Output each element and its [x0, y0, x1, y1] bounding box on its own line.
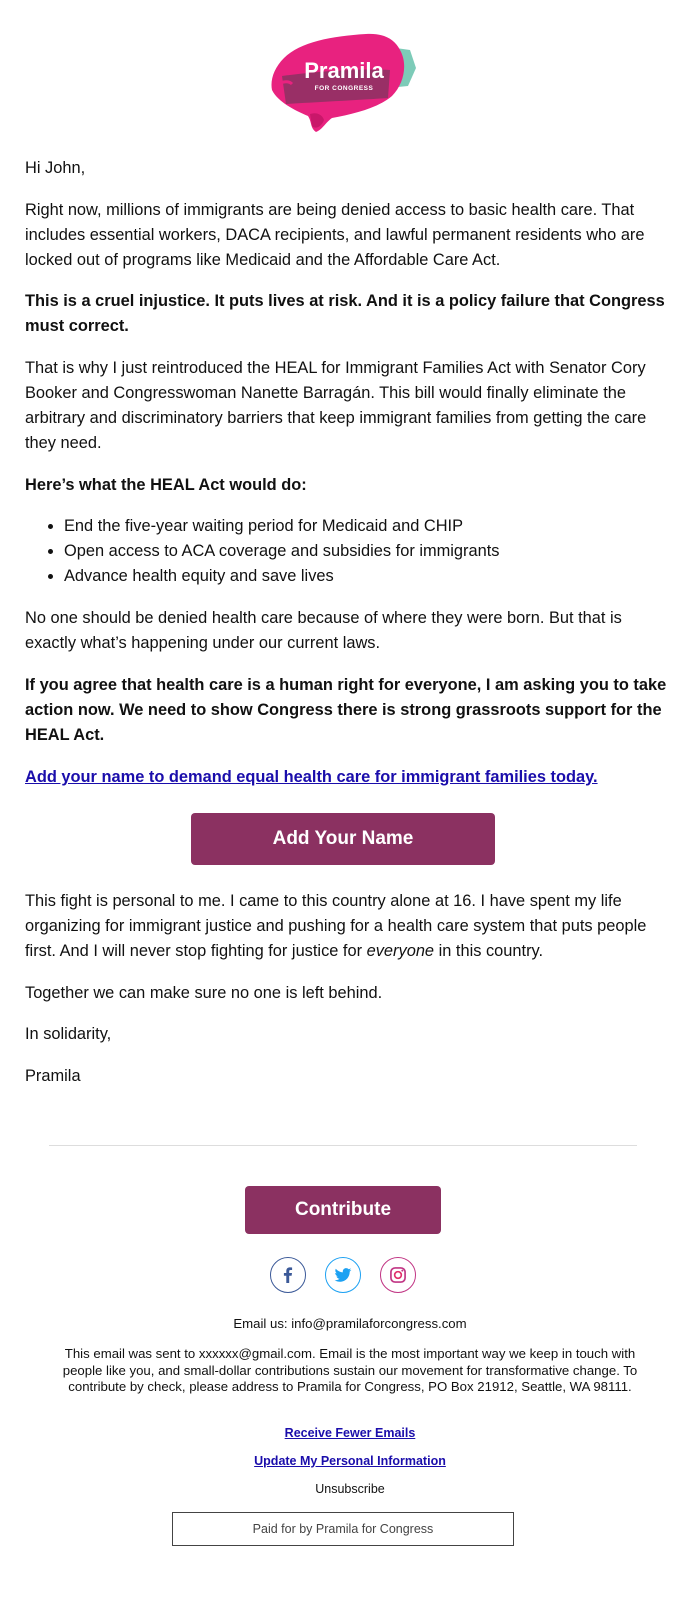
paragraph-ask: If you agree that health care is a human right for everyone, I am asking you to take action now. We need to show Congress there is strong grassroots support for the HEAL Act.: [25, 676, 667, 744]
list-item: • Advance health equity and save lives: [64, 564, 700, 589]
emphasis-everyone: everyone: [366, 942, 435, 960]
list-item: • End the five-year waiting period for Medicaid and CHIP: [64, 514, 700, 539]
facebook-glyph: [278, 1265, 298, 1285]
footer-divider: [49, 1145, 637, 1146]
receive-fewer-emails-link[interactable]: Receive Fewer Emails: [284, 1426, 416, 1440]
fewer-emails-row: [0, 1426, 700, 1440]
paragraph-together: Together we can make sure no one is left behind.: [25, 984, 383, 1002]
paragraph-injustice: This is a cruel injustice. It puts lives at risk. And it is a policy failure that Congress must correct.: [25, 292, 665, 335]
paragraph-heal-intro: That is why I just reintroduced the HEAL for Immigrant Families Act with Senator Cory Booker and Congresswoman Nanette Barragán. This bill would finally eliminate the arbitrary and discriminatory barriers that keep immigrant families from getting the care they need.: [25, 359, 647, 452]
facebook-icon[interactable]: [270, 1257, 306, 1293]
list-item: • Open access to ACA coverage and subsidies for immigrants: [64, 539, 700, 564]
unsubscribe-link[interactable]: Unsubscribe: [315, 1482, 385, 1496]
update-personal-info-link[interactable]: Update My Personal Information: [254, 1454, 446, 1468]
logo-graphic: [270, 28, 420, 136]
footer-disclaimer: This email was sent to xxxxxx@gmail.com. Email is the most important way we keep in touch with people like you, and small-dollar contributions sustain our movement for transformative change. To contribute by check, please address to Pramila for Congress, PO Box 21912, Seattle, WA 98111.: [62, 1346, 638, 1394]
logo-name: Pramila: [304, 58, 384, 83]
paragraph-personal: [25, 889, 675, 964]
logo-subtitle: FOR CONGRESS: [314, 85, 374, 92]
contribute-button[interactable]: Contribute: [245, 1186, 441, 1234]
greeting: Hi John,: [25, 159, 86, 177]
paragraph-no-one: No one should be denied health care because of where they were born. But that is exactly what’s happening under our current laws.: [25, 609, 622, 652]
campaign-logo[interactable]: [270, 28, 420, 136]
paid-for-box: Paid for by Pramila for Congress: [172, 1512, 514, 1546]
signature: Pramila: [25, 1067, 81, 1085]
instagram-glyph: [388, 1265, 408, 1285]
signoff: In solidarity,: [25, 1025, 112, 1043]
add-name-link[interactable]: Add your name to demand equal health care for immigrant families today.: [25, 768, 598, 786]
heal-act-list: [25, 514, 700, 589]
personal-text-end: in this country.: [434, 942, 544, 960]
personal-text-start: This fight is personal to me. I came to this country alone at 16. I have spent my life organizing for immigrant justice and pushing for a health care system that puts people first. And I will never stop fighting for justice for: [25, 892, 647, 960]
update-info-row: [0, 1454, 700, 1468]
list-heading: Here’s what the HEAL Act would do:: [25, 476, 307, 494]
instagram-icon[interactable]: [380, 1257, 416, 1293]
paragraph-intro: Right now, millions of immigrants are being denied access to basic health care. That includes essential workers, DACA recipients, and lawful permanent residents who are locked out of programs like Medicaid and the Affordable Care Act.: [25, 201, 645, 269]
twitter-glyph: [333, 1265, 353, 1285]
email-us: Email us: info@pramilaforcongress.com: [233, 1316, 467, 1331]
twitter-icon[interactable]: [325, 1257, 361, 1293]
action-link-paragraph: [25, 765, 675, 790]
add-your-name-button[interactable]: Add Your Name: [191, 813, 495, 865]
